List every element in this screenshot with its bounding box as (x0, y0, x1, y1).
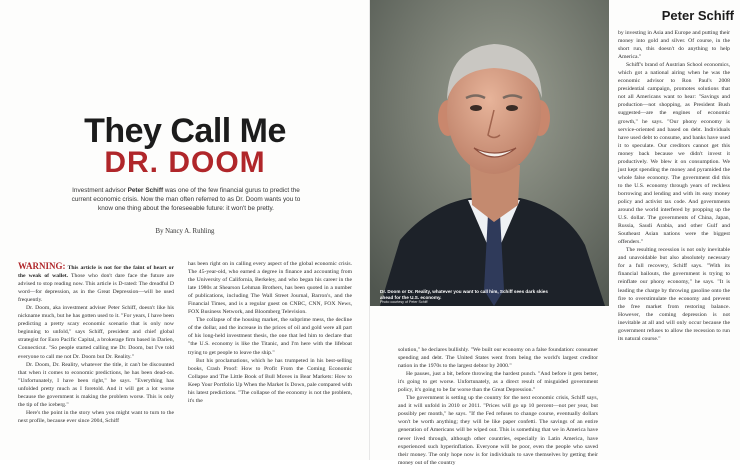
right-column-1 (398, 346, 598, 467)
left-page (0, 0, 370, 460)
paragraph: solution," he declares bullishly. "We built our economy on a false foundation: consumer spending and debt. The United States went from being the world's largest creditor nation in the 1970s to the largest debtor by 2000." (398, 347, 598, 370)
portrait-illustration (370, 0, 609, 306)
photo-caption (380, 289, 560, 306)
paragraph: Dr. Doom, aka investment adviser Peter Schiff, doesn't like his nickname much, but he has gotten used to it. "For years, I have been predicting a pretty scary economic scenario that is only now beginning to unfold," says Schiff, president and chief global strategist for Euro Pacific Capital, a brokerage firm based in Darien, Connecticut. "So people started calling me Dr. Doom, but I've told everyone to call me not Dr. Doom but Dr. Reality." (18, 305, 174, 360)
paragraph: Dr. Doom, Dr. Reality, whatever the title, it can't be discounted that when it comes to economic predictions, he has been dead-on. "Unfortunately, I have been right," he says. "Everything has unfolded pretty much as I foretold. And it will get a lot worse because the government is making the problem worse. This is only the tip of the iceberg." (18, 361, 174, 408)
paragraph: has been right on in calling every aspect of the global economic crisis. The 45-year-old, who earned a degree in finance and accounting from the University of California, Berkeley, and who began his career in the late 1980s at Shearson Lehman Brothers, has been quoted in a number of publications, including The Wall Street Journal, Barron's, and the Financial Times, and is a regular guest on CNBC, CNN, FOX News, FOX Business Network, and Bloomberg Television. (188, 261, 352, 316)
paragraph: The government is setting up the country for the next economic crisis, Schiff says, and it will unfold in 2010 or 2011. "Prices will go up 10 percent—not per year, but possibly per month," he says. "If the Fed refuses to change course, eventually dollars won't be worth anything; they will be like paper confetti. The savings of an entire generation of Americans will be wiped out. This is something that we in America have never lived through, although other countries, especially in Latin America, have experienced such hyperinflation. Everyone will be poor, even the people who saved their money. The only hope now is for individuals to save themselves by getting their money out of the country (398, 395, 598, 466)
caption-text: Dr. Doom or Dr. Reality, whatever you want to call him, Schiff sees dark skies ahead for the U.S. economy. (380, 289, 548, 300)
headline-line-2: DR. DOOM (104, 146, 266, 179)
paragraph (18, 262, 174, 304)
paragraph: Here's the point in the story when you might want to turn to the next profile, because ever since 2004, Schiff (18, 409, 174, 424)
paragraph: But his proclamations, which he has trumpeted in his best-selling books, Crash Proof: How to Profit From the Coming Economic Collapse and The Little Book of Bull Moves in Bear Markets: How to Keep Your Portfolio Up When the Market Is Down, pale compared with his latest predictions. "The collapse of the economy is not the problem, it's the (188, 357, 353, 404)
paragraph: He pauses, just a bit, before throwing the hardest punch. "And before it gets better, it's going to get worse. Unfortunately, as a direct result of misguided government policy, it's going to be far worse than the Great Depression." (398, 371, 598, 394)
article-deck (70, 186, 302, 213)
portrait-photo (370, 0, 609, 306)
warning-label: WARNING: (18, 261, 66, 271)
paragraph: The collapse of the housing market, the subprime mess, the decline of the dollar, and the increase in the prices of oil and gold were all part of his long-held investment thesis, the one that led him to declare that "the U.S. economy is like the Titanic, and I'm here with the lifeboat trying to get people to leave the ship." (188, 317, 352, 356)
paragraph: by investing in Asia and Europe and putting their money into gold and silver. Of course, in the short run, this doesn't do anything to help America." (618, 30, 730, 61)
warning-bold: This article is not for the faint of heart or the weak of wallet. (18, 265, 174, 280)
byline: By Nancy A. Ruhling (155, 228, 215, 235)
right-page (370, 0, 740, 466)
deck-rest: was one of the few financial gurus to predict the current economic crisis. Now the man often referred to as Dr. Doom wants you to know one thing about the foreseeable future: it won't be pretty. (71, 187, 301, 212)
headline-line-1: They Call Me (84, 112, 286, 150)
paragraph-rest: Those who don't dare face the future are advised to stop reading now. This article is D-rated: The dreadful D word—for depression, as in the Great Depression—will be used frequently. (18, 273, 175, 304)
deck-name: Peter Schiff (127, 187, 164, 194)
right-column-2 (618, 29, 730, 343)
paragraph: The resulting recession is not only inevitable and unavoidable but also absolutely necessary for a full recovery, Schiff says. "With its financial bailouts, the government is trying to reinflate our phony economy," he says. "It is leading the charge by throwing gasoline onto the fire to overstimulate the economy and prevent the free market from restoring balance. However, the coming depression is not inevitable at all and will only occur because the government refuses to allow the recession to run its natural course." (618, 247, 730, 342)
left-column-2 (188, 260, 352, 405)
photo-credit: Photo courtesy of Peter Schiff (380, 300, 428, 304)
left-column-1 (18, 262, 174, 425)
subject-name-header: Peter Schiff (661, 8, 734, 23)
paragraph: Schiff's brand of Austrian School economics, which got a national airing when he was the economic advisor to Ron Paul's 2008 presidential campaign, promotes solutions that not all Americans want to hear: "Savings and production—not shopping, as President Bush suggested—are the engines of economic growth," he says. "Our phony economy is service-oriented and based on debt. Individuals have used debt to consume, and banks have used it to speculate. Our creditors cannot get this money back because we didn't invest it productively. We blew it on consumption. We just kept spending the money and pyramided the whole false economy. The government did this to the U.S. economy through years of reckless borrowing and lending and with its easy money policy and activist tax code. And governments around the world interfered by propping up the U.S. dollar. The governments of China, Japan, Russia, Saudi Arabia, and other Gulf and Southeast Asian nations were the biggest offenders." (618, 62, 730, 246)
deck-lead: Investment advisor (72, 187, 128, 194)
